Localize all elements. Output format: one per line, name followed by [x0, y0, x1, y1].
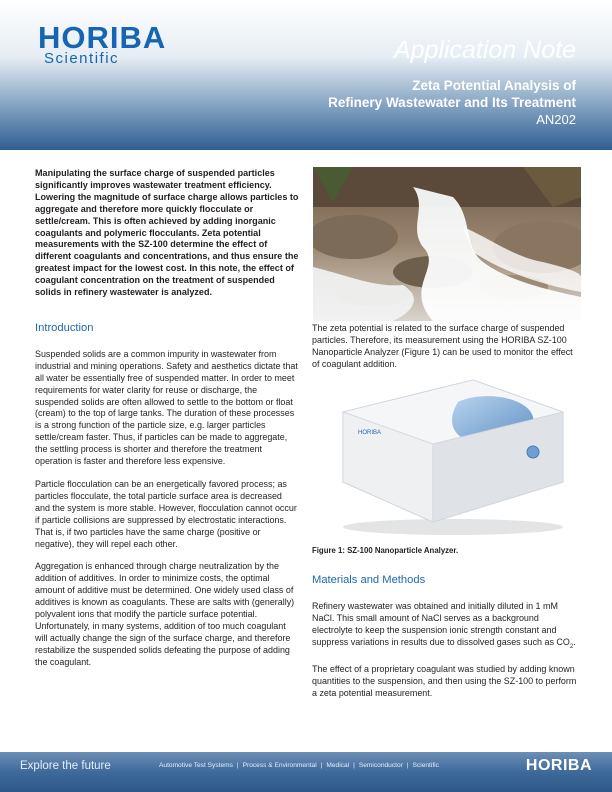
footer-links: Automotive Test Systems | Process & Environmental | Medical | Semiconductor | Scientific	[159, 762, 439, 769]
sz100-analyzer-image	[323, 372, 575, 540]
horiba-logo: HORIBA	[38, 20, 167, 55]
left-column	[35, 323, 299, 680]
materials-heading: Materials and Methods	[312, 574, 426, 586]
footer-link-semiconductor[interactable]: Semiconductor	[358, 762, 403, 769]
footer-bar	[0, 752, 612, 792]
intro-paragraph-1: Suspended solids are a common impurity in wastewater from industrial and mining operations. Safety and aesthetics dictate that all water be essentially free of suspended matter. In order to meet requirements for water clarity for reuse or discharge, the suspended solids are often allowed to settle to the bottom or float (cream) to the top of large tanks. The duration of these processes is a strong function of the particle size, e.g. larger particles settle/cream faster. Thus, if particles can be made to aggregate, the settling process is shorter and therefore the treatment operation is faster and therefore less expensive.	[35, 348, 298, 467]
intro-paragraph-2: Particle flocculation can be an energetically favored process; as particles flocculate, the total particle surface area is decreased and the system is more stable. However, flocculation cannot occur if particle collisions are suppressed by electrostatic interactions. That is, if two particles have the same charge (positive or negative), they will repel each other.	[35, 478, 297, 549]
intro-paragraph-3: Aggregation is enhanced through charge neutralization by the addition of additives. In order to minimize costs, the optimal amount of additive must be determined. One widely used class of additives is known as coagulants. These are salts with (generally) polyvalent ions that modify the particle surface potential. Unfortunately, in many systems, addition of too much coagulant will actually change the sign of the surface charge, and therefore restabilize the suspended solids defeating the purpose of adding the coagulant.	[35, 561, 295, 667]
figure-caption: Figure 1: SZ-100 Nanoparticle Analyzer.	[312, 546, 459, 555]
introduction-heading: Introduction	[35, 322, 94, 334]
footer-link-medical[interactable]: Medical	[326, 762, 350, 769]
waterfall-photo	[313, 167, 581, 321]
header-banner	[0, 0, 612, 150]
document-title-line1: Zeta Potential Analysis of	[412, 78, 576, 93]
materials-paragraph-1: Refinery wastewater was obtained and initially diluted in 1 mM NaCl. This small amount of NaCl serves as a background electrolyte to keep the suspension ionic strength constant and suppress variations in results due to dissolved gases such as $CO_2$.	[312, 600, 576, 650]
footer-link-automotive[interactable]: Automotive Test Systems	[159, 762, 233, 769]
materials-methods-section	[312, 575, 580, 711]
zeta-paragraph: The zeta potential is related to the surface charge of suspended particles. Therefore, its measurement using the HORIBA SZ-100 Nanoparticle Analyzer (Figure 1) can be used to monitor the effect of coagulant addition.	[312, 323, 573, 369]
document-title-line2: Refinery Wastewater and Its Treatment	[328, 95, 576, 110]
footer-link-scientific[interactable]: Scientific	[412, 762, 439, 769]
logo-subtitle: Scientific	[44, 50, 120, 67]
materials-paragraph-2: The effect of a proprietary coagulant was studied by adding known quantities to the suspension, and then using the SZ-100 to perform a zeta potential measurement.	[312, 664, 577, 699]
lead-paragraph: Manipulating the surface charge of suspended particles significantly improves wastewater treatment efficiency. Lowering the magnitude of surface charge allows particles to aggregate and therefore more quickly flocculate or settle/cream. This is often achieved by adding inorganic coagulants and polymeric flocculants. Zeta potential measurements with the SZ-100 determine the effect of different coagulants and concentrations, and thus ensure the greatest impact for the lowest cost. In this note, the effect of coagulant concentration on the treatment of suspended solids in refinery wastewater is analyzed.	[35, 168, 299, 298]
document-code: AN202	[536, 112, 576, 127]
footer-tagline: Explore the future	[20, 760, 111, 772]
svg-text:HORIBA: HORIBA	[358, 430, 382, 436]
footer-link-process[interactable]: Process & Environmental	[242, 762, 317, 769]
footer-logo: HORIBA	[525, 757, 592, 774]
application-note-label: Application Note	[393, 36, 576, 64]
